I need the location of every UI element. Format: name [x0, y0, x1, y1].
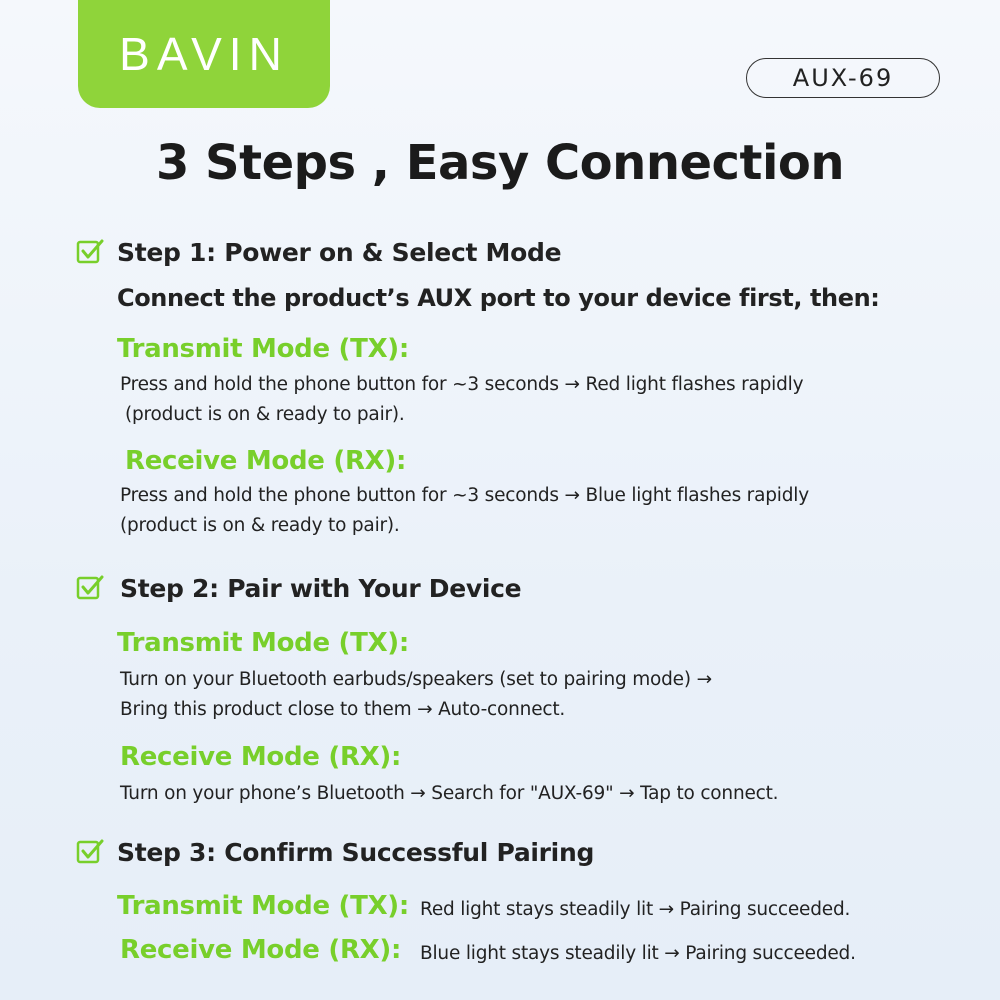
page-title: 3 Steps , Easy Connection [155, 135, 845, 191]
step-3-tx-label: Transmit Mode (TX): [117, 891, 409, 921]
step-2-tx-line-1: Turn on your Bluetooth earbuds/speakers (set to pairing mode) → [120, 669, 712, 690]
logo-text: BAVIN [119, 28, 289, 80]
step-2-rx-label: Receive Mode (RX): [120, 742, 402, 772]
step-2-tx-line-2: Bring this product close to them → Auto-connect. [120, 699, 566, 720]
step-1-intro: Connect the product’s AUX port to your device first, then: [117, 284, 880, 312]
step-3-heading: Step 3: Confirm Successful Pairing [117, 838, 595, 867]
step-1-tx-label: Transmit Mode (TX): [117, 334, 409, 364]
step-1-rx-line-1: Press and hold the phone button for ~3 seconds → Blue light flashes rapidly [120, 485, 809, 506]
checkbox-icon [76, 838, 104, 866]
checkbox-icon [76, 574, 104, 602]
step-3-tx-text: Red light stays steadily lit → Pairing succeeded. [420, 899, 851, 920]
step-3-rx-text: Blue light stays steadily lit → Pairing succeeded. [420, 943, 856, 964]
step-2-rx-line-1: Turn on your phone’s Bluetooth → Search for "AUX-69" → Tap to connect. [120, 783, 779, 804]
step-2-tx-label: Transmit Mode (TX): [117, 628, 409, 658]
step-3-rx-label: Receive Mode (RX): [120, 935, 402, 965]
step-1-heading: Step 1: Power on & Select Mode [117, 238, 562, 267]
checkbox-icon [76, 238, 104, 266]
step-1-tx-line-1: Press and hold the phone button for ~3 seconds → Red light flashes rapidly [120, 374, 804, 395]
model-badge: AUX-69 [746, 58, 940, 98]
step-1-rx-line-2: (product is on & ready to pair). [120, 515, 400, 536]
step-1-rx-label: Receive Mode (RX): [125, 446, 407, 476]
step-2-heading: Step 2: Pair with Your Device [120, 574, 522, 603]
brand-logo [78, 0, 330, 108]
step-1-tx-line-2: (product is on & ready to pair). [125, 404, 405, 425]
